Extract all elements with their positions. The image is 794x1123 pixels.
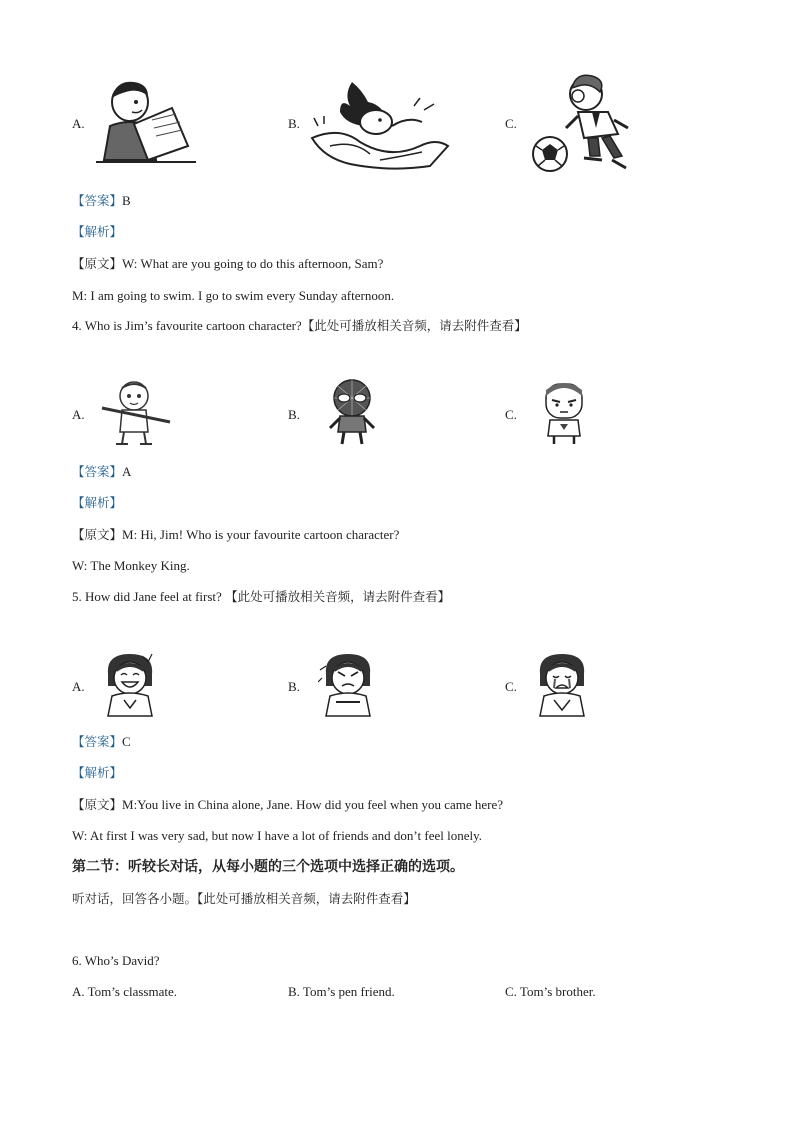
boy-reading-picture bbox=[92, 78, 200, 166]
cartoon-boy-picture bbox=[538, 380, 590, 446]
answer-tag: 【答案】 bbox=[72, 734, 123, 749]
girl-sad-picture bbox=[534, 652, 590, 718]
q4-option-b-label: B. bbox=[288, 407, 300, 422]
boy-playing-football-picture bbox=[528, 72, 638, 180]
q5-option-b-label: B. bbox=[288, 679, 300, 694]
q3-script-w bbox=[72, 256, 383, 272]
q4-analysis-line bbox=[72, 495, 122, 511]
q5-audio-note: 【此处可播放相关音频，请去附件查看】 bbox=[225, 589, 451, 604]
analysis-tag: 【解析】 bbox=[72, 495, 123, 510]
q3-option-a-label: A. bbox=[72, 116, 85, 131]
analysis-tag: 【解析】 bbox=[72, 765, 123, 780]
q4-audio-note: 【此处可播放相关音频，请去附件查看】 bbox=[301, 318, 527, 333]
q5-answer: C bbox=[122, 734, 131, 749]
q3-answer-line bbox=[72, 193, 131, 209]
q4-answer: A bbox=[122, 464, 132, 479]
q3-script-w-text: W: What are you going to do this afternoon, Sam? bbox=[122, 256, 384, 271]
spiderman-picture bbox=[326, 378, 378, 446]
analysis-tag: 【解析】 bbox=[72, 224, 123, 239]
q4-script-w: W: The Monkey King. bbox=[72, 558, 190, 573]
script-tag: 【原文】 bbox=[72, 527, 123, 542]
script-tag: 【原文】 bbox=[72, 256, 123, 271]
girl-angry-picture bbox=[318, 652, 376, 718]
q4-option-a-label: A. bbox=[72, 407, 85, 422]
q5-question-text: 5. How did Jane feel at first? bbox=[72, 589, 222, 604]
q6-option-b: B. Tom’s pen friend. bbox=[288, 984, 395, 999]
q4-script-m bbox=[72, 527, 399, 543]
q3-analysis-line bbox=[72, 224, 122, 240]
q4-option-c-label: C. bbox=[505, 407, 517, 422]
q5-question bbox=[72, 589, 450, 605]
q3-script-m: M: I am going to swim. I go to swim every Sunday afternoon. bbox=[72, 288, 395, 303]
q5-script-m-text: M:You live in China alone, Jane. How did you feel when you came here? bbox=[122, 797, 504, 812]
q5-analysis-line bbox=[72, 765, 122, 781]
answer-tag: 【答案】 bbox=[72, 464, 123, 479]
q6-option-a: A. Tom’s classmate. bbox=[72, 984, 178, 999]
boy-swimming-picture bbox=[310, 76, 450, 172]
q5-option-a-label: A. bbox=[72, 679, 85, 694]
q5-script-m bbox=[72, 797, 503, 813]
q3-answer: B bbox=[122, 193, 131, 208]
section2-heading: 第二节：听较长对话，从每小题的三个选项中选择正确的选项。 bbox=[72, 859, 464, 875]
script-tag: 【原文】 bbox=[72, 797, 123, 812]
q3-option-b-label: B. bbox=[288, 116, 300, 131]
q4-question bbox=[72, 318, 527, 334]
q6-option-c: C. Tom’s brother. bbox=[505, 984, 596, 999]
q4-script-m-text: M: Hi, Jim! Who is your favourite cartoon character? bbox=[122, 527, 400, 542]
girl-happy-picture bbox=[102, 652, 158, 718]
section2-instruction: 听对话，回答各小题。【此处可播放相关音频，请去附件查看】 bbox=[72, 891, 416, 906]
q5-script-w: W: At first I was very sad, but now I have a lot of friends and don’t feel lonely. bbox=[72, 828, 482, 843]
q3-option-c-label: C. bbox=[505, 116, 517, 131]
q6-question: 6. Who’s David? bbox=[72, 953, 160, 968]
q5-answer-line bbox=[72, 734, 131, 750]
q5-option-c-label: C. bbox=[505, 679, 517, 694]
answer-tag: 【答案】 bbox=[72, 193, 123, 208]
monkey-king-picture bbox=[100, 378, 172, 448]
q4-question-text: 4. Who is Jim’s favourite cartoon character? bbox=[72, 318, 302, 333]
q4-answer-line bbox=[72, 464, 131, 480]
